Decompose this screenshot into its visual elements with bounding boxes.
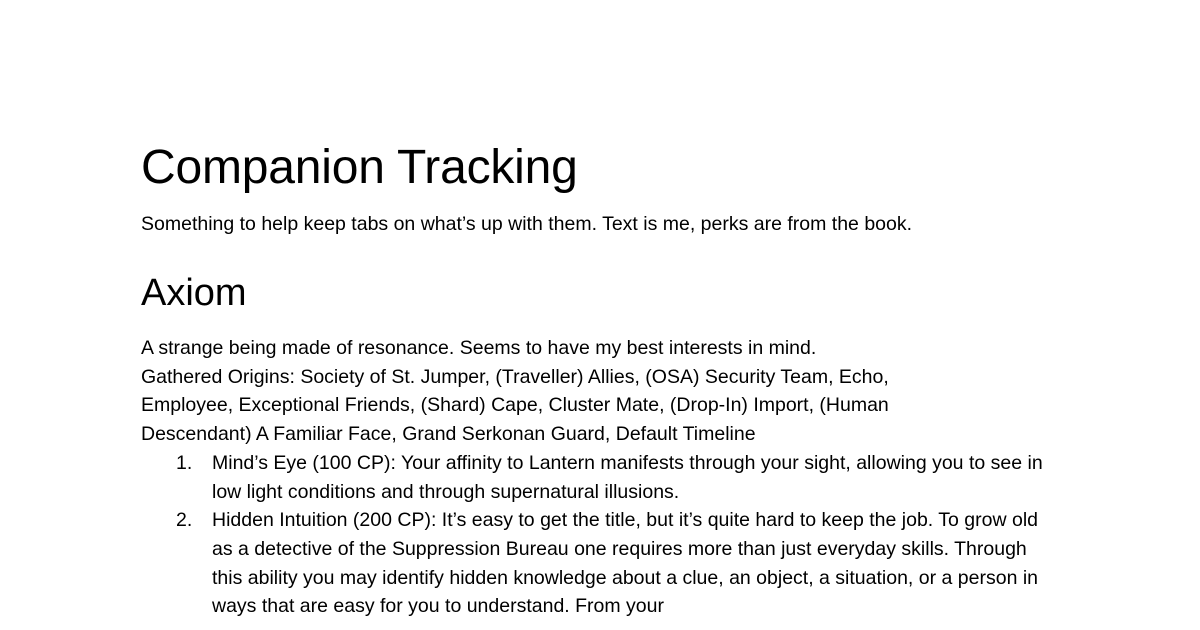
perk-list: [141, 449, 1101, 621]
gathered-origins-line: Descendant) A Familiar Face, Grand Serkonan Guard, Default Timeline: [141, 423, 756, 446]
document-title: Companion Tracking: [141, 141, 578, 194]
perk-number: 1.: [176, 451, 193, 474]
companion-description: A strange being made of resonance. Seems to have my best interests in mind.: [141, 337, 817, 359]
document-page: [141, 140, 1101, 621]
section-heading-axiom: Axiom: [141, 272, 247, 314]
perk-number: 2.: [176, 509, 193, 532]
gathered-origins-line: Gathered Origins: Society of St. Jumper, (Traveller) Allies, (OSA) Security Team, Echo,: [141, 365, 889, 388]
companion-description-block: [141, 334, 1101, 449]
perk-text: Mind’s Eye (100 CP): Your affinity to Lantern manifests through your sight, allowing you to see in low light conditions and through supernatural illusions.: [212, 451, 1043, 503]
perk-item: [141, 506, 1062, 621]
gathered-origins-line: Employee, Exceptional Friends, (Shard) Cape, Cluster Mate, (Drop-In) Import, (Human: [141, 394, 889, 417]
document-subtitle: Something to help keep tabs on what’s up with them. Text is me, perks are from the book.: [141, 213, 913, 235]
perk-text: Hidden Intuition (200 CP): It’s easy to get the title, but it’s quite hard to keep the job. To grow old as a detective of the Suppression Bureau one requires more than just everyday skills. Through this ability you may identify hidden knowledge about a clue, an object, a situation, or a person in ways that are easy for you to understand. From your: [212, 509, 1039, 618]
perk-item: [141, 449, 1062, 506]
